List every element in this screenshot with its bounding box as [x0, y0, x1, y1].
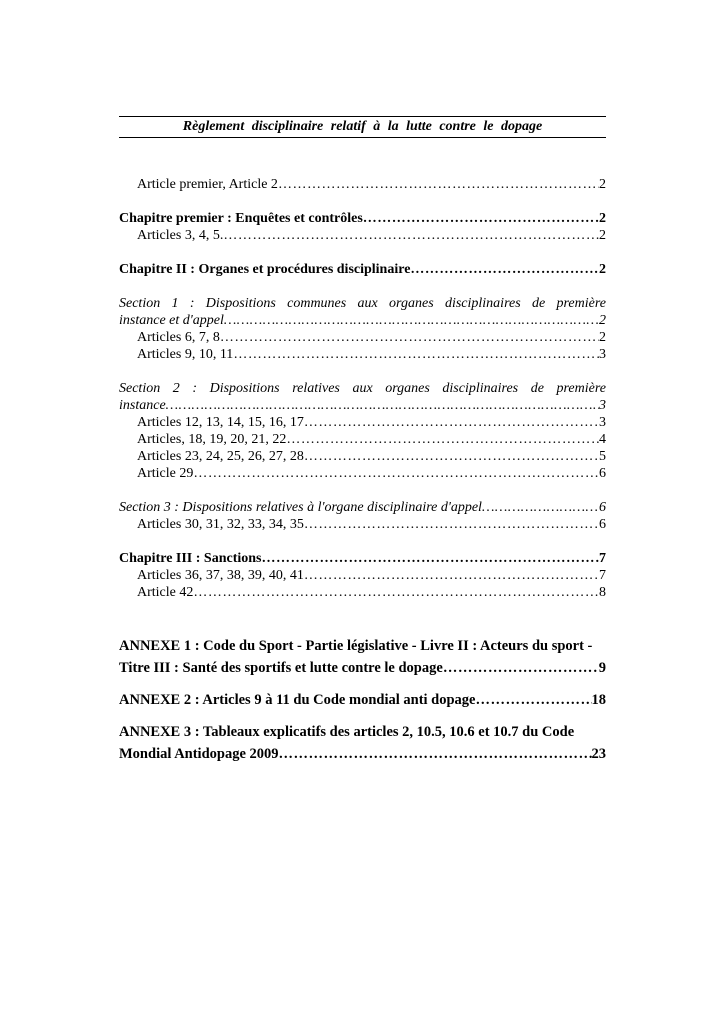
toc-entry-articles-18-22[interactable] [119, 431, 606, 448]
toc-entry-label: Article 29 [137, 466, 194, 481]
toc-entry-articles-9-11[interactable] [119, 346, 606, 363]
toc-entry-label: Chapitre II : Organes et procédures disciplinaire [119, 262, 411, 277]
toc-entry-articles-30-35[interactable] [119, 516, 606, 533]
dot-leader [410, 261, 599, 278]
toc-entry-label: Mondial Antidopage 2009 [119, 746, 279, 762]
toc-entry-page: 8 [599, 585, 606, 600]
toc-entry-annexe-3-line1: ANNEXE 3 : Tableaux explicatifs des articles 2, 10.5, 10.6 et 10.7 du Code [119, 724, 575, 740]
dot-leader [304, 567, 599, 584]
dot-leader [220, 329, 599, 346]
toc-entry-articles-23-28[interactable] [119, 448, 606, 465]
toc-entry-section-1-line1: Section 1 : Dispositions communes aux organes disciplinaires de première [119, 296, 606, 311]
toc-entry-page: 2 [599, 228, 606, 243]
annexes [119, 635, 606, 765]
toc-entry-label: Articles 3, 4, 5. [137, 228, 224, 243]
toc-entry-label: instance [119, 398, 166, 413]
toc-entry-section-1[interactable] [119, 312, 606, 329]
toc-entry-label: Chapitre III : Sanctions [119, 551, 262, 566]
toc-entry-page: 9 [598, 660, 606, 676]
dot-leader [443, 657, 599, 679]
toc-entry-page: 2 [599, 313, 606, 328]
toc-entry-page: 2 [599, 177, 606, 192]
dot-leader [262, 550, 600, 567]
toc-entry-section-3[interactable] [119, 499, 606, 516]
toc-entry-label: Section 3 : Dispositions relatives à l'organe disciplinaire d'appel [119, 500, 482, 515]
toc-entry-label: Article 42 [137, 585, 194, 600]
toc-entry-page: 4 [599, 432, 606, 447]
dot-leader [304, 516, 599, 533]
dot-leader [476, 689, 592, 711]
toc-entry-page: 6 [599, 500, 606, 515]
toc-entry-section-2-line1: Section 2 : Dispositions relatives aux organes disciplinaires de première [119, 381, 606, 396]
toc-entry-annexe-3[interactable] [119, 743, 606, 765]
toc-entry-intro[interactable] [119, 176, 606, 193]
dot-leader [363, 210, 599, 227]
toc-entry-section-2[interactable] [119, 397, 606, 414]
toc-entry-label: Articles, 18, 19, 20, 21, 22 [137, 432, 287, 447]
toc-entry-article-29[interactable] [119, 465, 606, 482]
dot-leader [193, 465, 599, 482]
toc-entry-label: Chapitre premier : Enquêtes et contrôles [119, 211, 363, 226]
dot-leader [304, 414, 599, 431]
toc-entry-label: Titre III : Santé des sportifs et lutte contre le dopage [119, 660, 443, 676]
toc-entry-page: 23 [591, 746, 606, 762]
dot-leader [166, 397, 599, 414]
toc-entry-annexe-1-line1: ANNEXE 1 : Code du Sport - Partie législative - Livre II : Acteurs du sport - [119, 638, 593, 654]
toc-entry-page: 2 [599, 330, 606, 345]
toc-entry-page: 3 [599, 415, 606, 430]
toc-entry-label: Articles 23, 24, 25, 26, 27, 28 [137, 449, 304, 464]
document-header [119, 116, 606, 138]
table-of-contents [119, 176, 606, 765]
toc-entry-articles-12-17[interactable] [119, 414, 606, 431]
dot-leader [279, 743, 592, 765]
dot-leader [224, 312, 599, 329]
toc-entry-label: Articles 36, 37, 38, 39, 40, 41 [137, 568, 304, 583]
dot-leader [482, 499, 599, 516]
toc-entry-page: 2 [599, 262, 606, 277]
toc-entry-label: Articles 6, 7, 8 [137, 330, 220, 345]
toc-entry-page: 7 [599, 568, 606, 583]
toc-entry-page: 3 [599, 347, 606, 362]
toc-entry-annexe-1[interactable] [119, 657, 606, 679]
toc-entry-label: instance et d'appel [119, 313, 224, 328]
dot-leader [304, 448, 599, 465]
toc-entry-articles-36-41[interactable] [119, 567, 606, 584]
toc-entry-chapitre-1[interactable] [119, 210, 606, 227]
toc-entry-page: 6 [599, 517, 606, 532]
dot-leader [286, 431, 599, 448]
toc-entry-label: ANNEXE 2 : Articles 9 à 11 du Code mondial anti dopage [119, 692, 476, 708]
toc-entry-annexe-2[interactable] [119, 689, 606, 711]
toc-entry-page: 6 [599, 466, 606, 481]
toc-entry-label: Articles 12, 13, 14, 15, 16, 17 [137, 415, 304, 430]
dot-leader [233, 346, 599, 363]
toc-entry-page: 5 [599, 449, 606, 464]
toc-entry-page: 2 [599, 211, 606, 226]
toc-entry-page: 7 [599, 551, 606, 566]
toc-entry-articles-3-5[interactable] [119, 227, 606, 244]
dot-leader [223, 227, 599, 244]
toc-entry-label: Article premier, Article 2 [137, 177, 278, 192]
toc-entry-article-42[interactable] [119, 584, 606, 601]
header-title: Règlement disciplinaire relatif à la lutte contre le dopage [182, 119, 543, 134]
toc-entry-chapitre-3[interactable] [119, 550, 606, 567]
dot-leader [193, 584, 599, 601]
toc-entry-label: Articles 30, 31, 32, 33, 34, 35 [137, 517, 304, 532]
toc-entry-label: Articles 9, 10, 11 [137, 347, 234, 362]
dot-leader [278, 176, 599, 193]
toc-entry-page: 18 [591, 692, 606, 708]
toc-entry-articles-6-8[interactable] [119, 329, 606, 346]
toc-entry-page: 3 [599, 398, 606, 413]
toc-entry-chapitre-2[interactable] [119, 261, 606, 278]
